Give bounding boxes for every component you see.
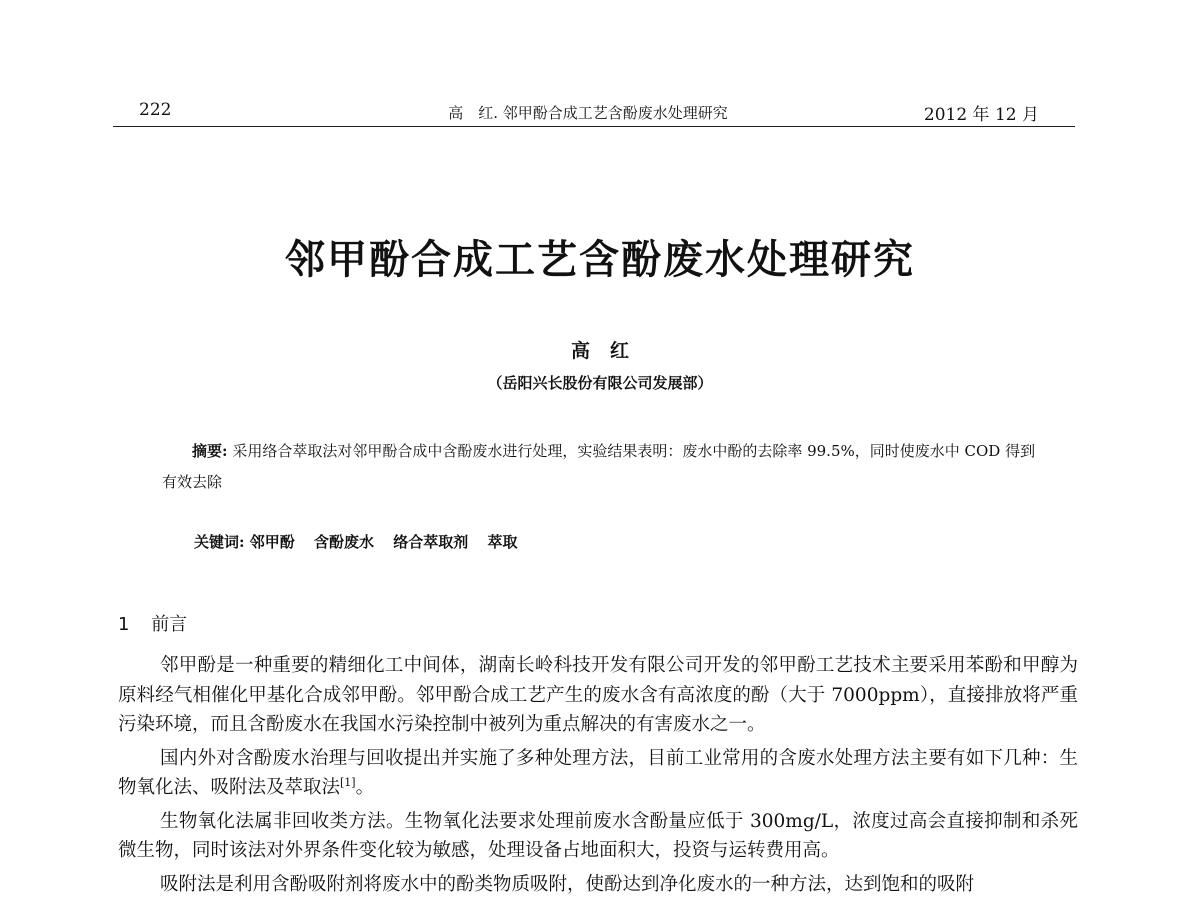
keywords	[194, 531, 994, 552]
body-text	[118, 651, 1078, 903]
page-number: 222	[139, 100, 172, 120]
abstract-text: 采用络合萃取法对邻甲酚合成中含酚废水进行处理，实验结果表明：废水中酚的去除率 99.5%，同时使废水中 COD 得到有效去除	[162, 442, 1036, 491]
author-affiliation: （岳阳兴长股份有限公司发展部）	[487, 374, 713, 392]
keywords-label: 关键词:	[194, 533, 245, 551]
section-title: 前言	[151, 614, 188, 635]
running-title: 高 红. 邻甲酚合成工艺含酚废水处理研究	[448, 104, 728, 122]
running-header	[113, 96, 1075, 127]
section-heading	[118, 610, 187, 636]
section-number: 1	[118, 614, 130, 635]
keyword-item: 含酚废水	[314, 533, 375, 551]
article-title: 邻甲酚合成工艺含酚废水处理研究	[285, 237, 915, 283]
paragraph	[118, 744, 1078, 803]
citation-ref: [1]	[340, 775, 356, 789]
paragraph-text: 国内外对含酚废水治理与回收提出并实施了多种处理方法，目前工业常用的含废水处理方法主要有如下几种：生物氧化法、吸附法及萃取法	[118, 747, 1078, 798]
keyword-item: 萃取	[487, 533, 518, 551]
author-name: 高红	[570, 340, 649, 362]
paragraph: 吸附法是利用含酚吸附剂将废水中的酚类物质吸附，使酚达到净化废水的一种方法，达到饱和的吸附	[160, 873, 975, 895]
paragraph: 生物氧化法属非回收类方法。生物氧化法要求处理前废水含酚量应低于 300mg/L，浓度过高会直接抑制和杀死微生物，同时该法对外界条件变化较为敏感，处理设备占地面积大，投资与运转费用高。	[118, 810, 1078, 861]
paragraph-end: 。	[355, 777, 375, 798]
keyword-item: 邻甲酚	[249, 533, 295, 551]
abstract	[162, 436, 1038, 498]
paragraph: 邻甲酚是一种重要的精细化工中间体，湖南长岭科技开发有限公司开发的邻甲酚工艺技术主要采用苯酚和甲醇为原料经气相催化甲基化合成邻甲酚。邻甲酚合成工艺产生的废水含有高浓度的酚（大于 7000ppm），直接排放将严重污染环境，而且含酚废水在我国水污染控制中被列为重点解决的有害废水之一。	[118, 655, 1078, 735]
issue-date: 2012 年 12 月	[923, 105, 1039, 125]
keyword-item: 络合萃取剂	[393, 533, 469, 551]
abstract-label: 摘要:	[192, 442, 228, 460]
